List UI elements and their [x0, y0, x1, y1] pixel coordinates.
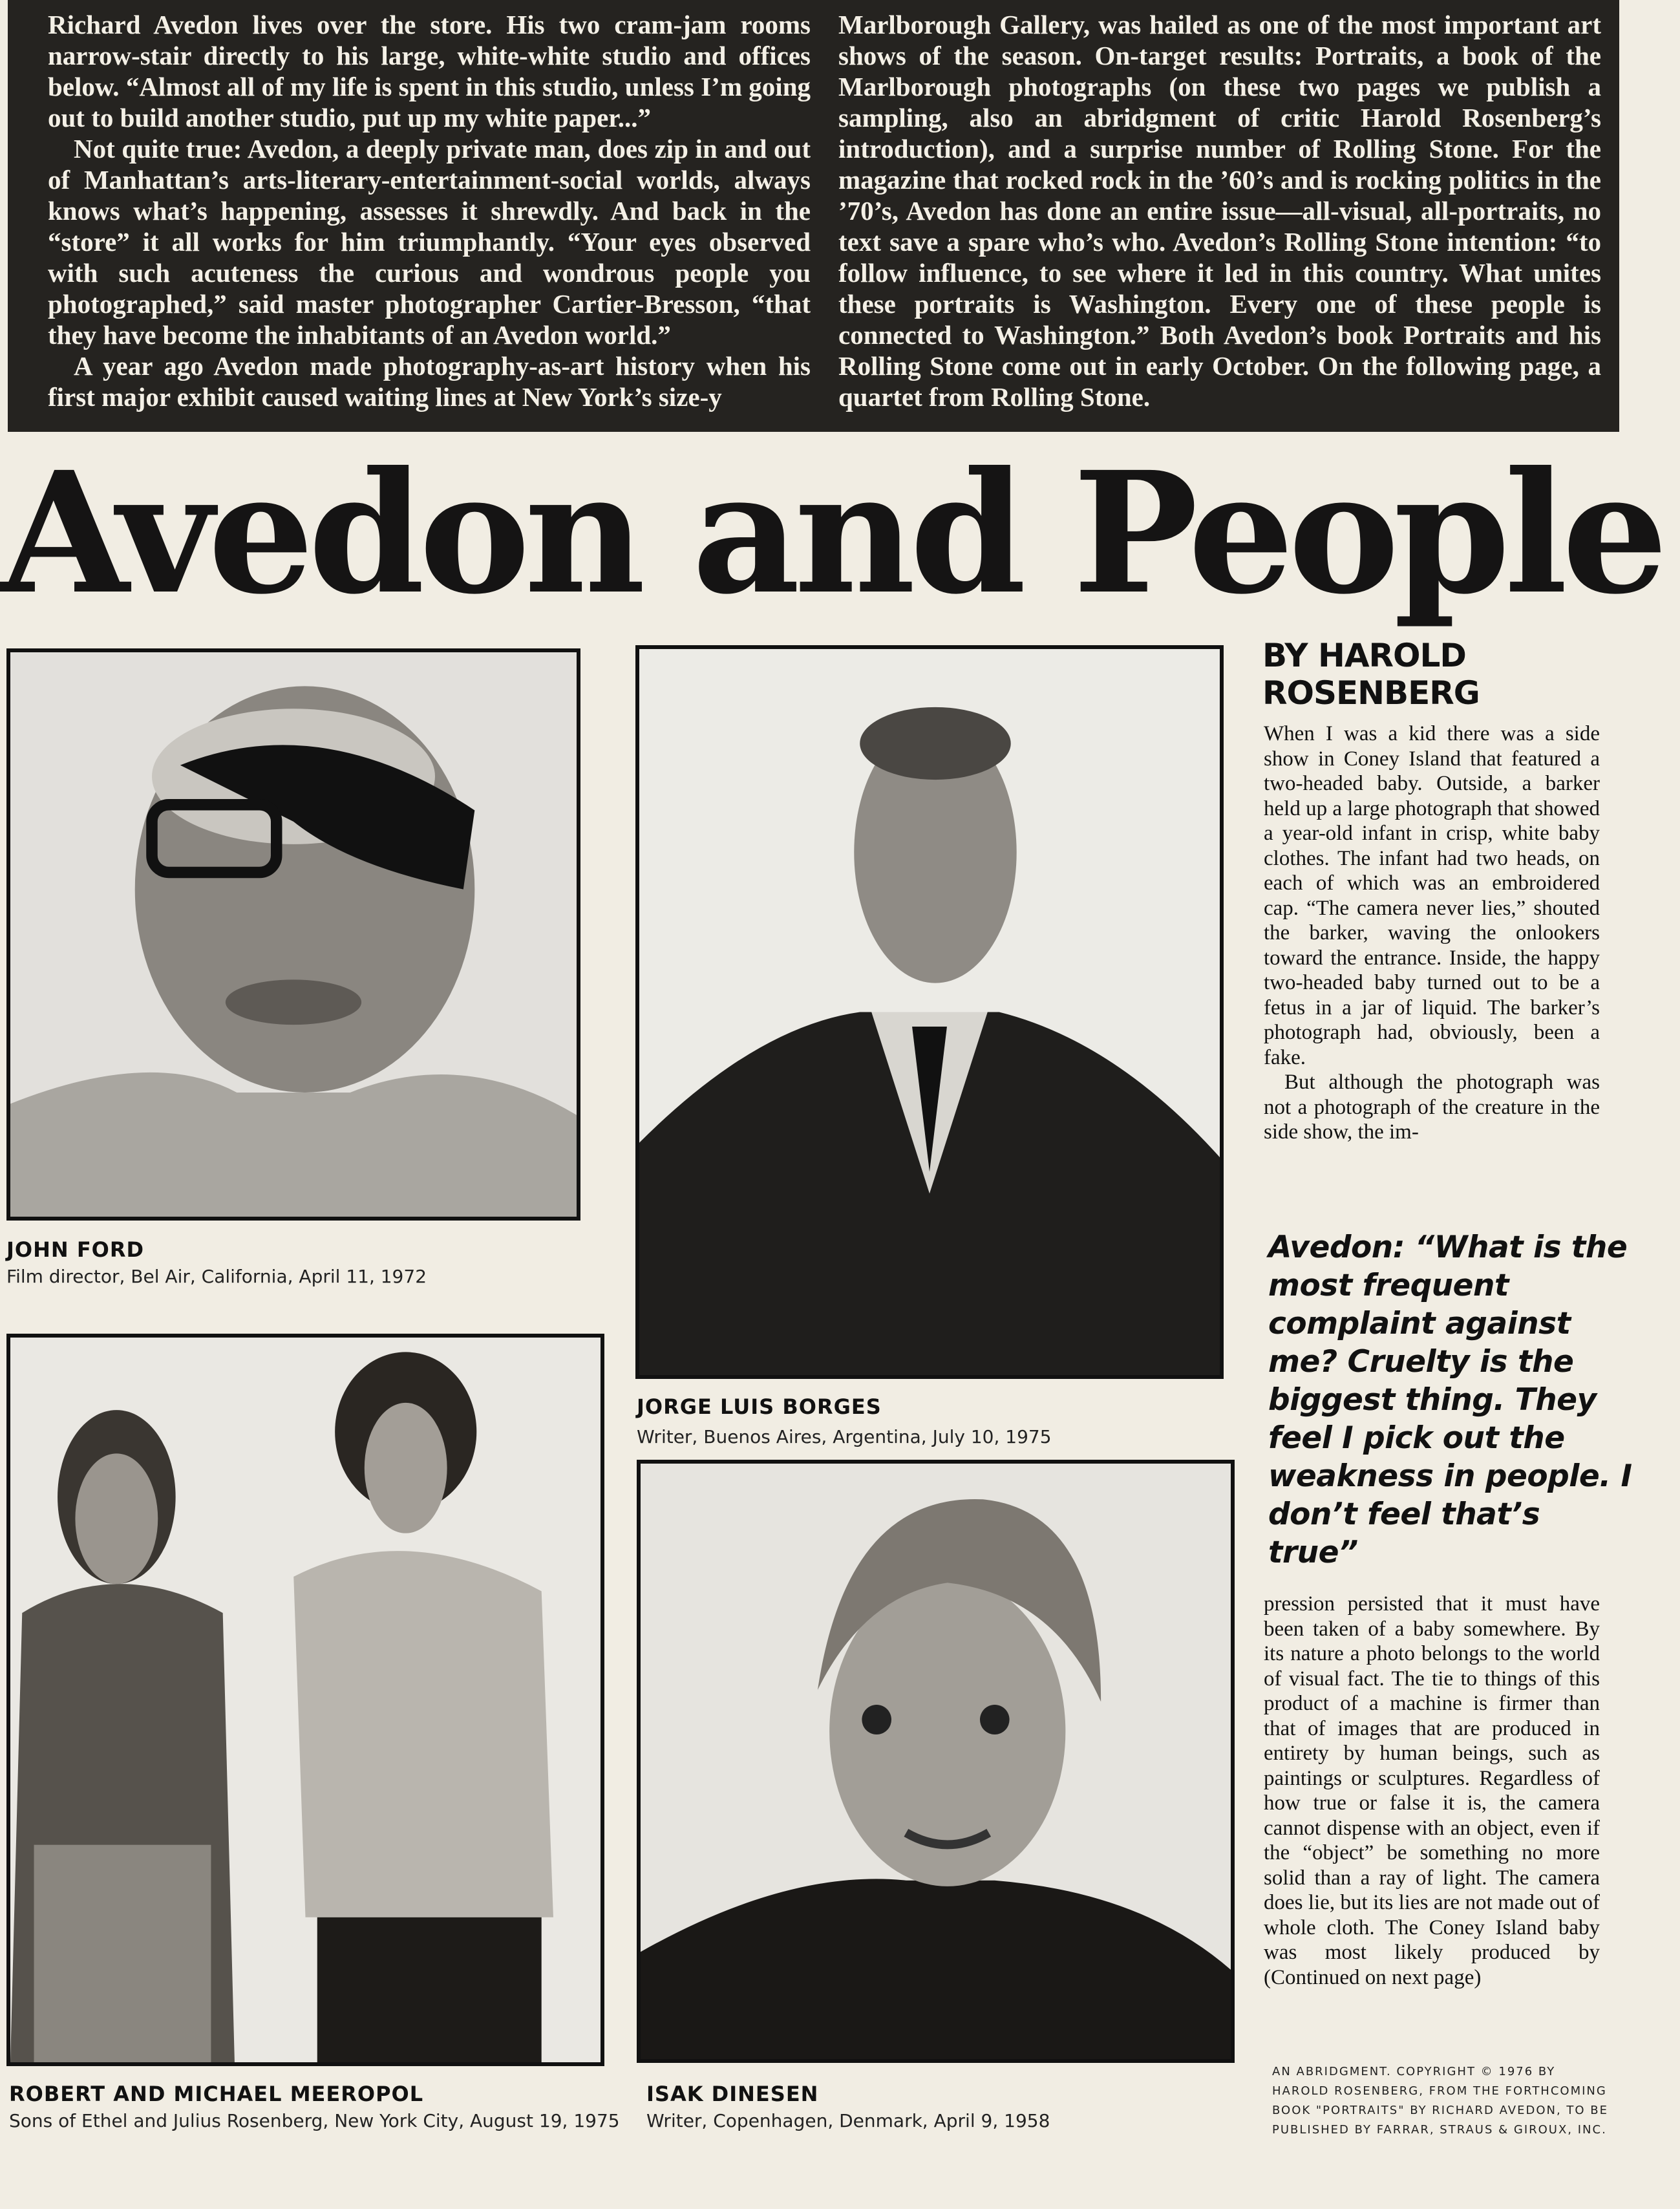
caption-name: ROBERT AND MICHAEL MEEROPOL	[9, 2082, 424, 2106]
caption-description: Writer, Buenos Aires, Argentina, July 10, 1975	[637, 1426, 1052, 1447]
article-paragraph: When I was a kid there was a side show in Coney Island that featured a two-headed baby. Outside, a barker held up a large photograph that showed a year-old infant in crisp, white baby clothes. The infant had two heads, on each of which was an embroidered cap. “The camera never lies,” shouted the barker, waving the onlookers toward the entrance. Inside, the happy two-headed baby turned out to be a fetus in a jar of liquid. The barker’s photograph had, obviously, been a fake.	[1264, 722, 1600, 1069]
caption-name: JORGE LUIS BORGES	[637, 1394, 882, 1419]
photo-john-ford	[6, 648, 580, 1221]
article-paragraph: But although the photograph was not a photograph of the creature in the side show, the im-	[1264, 1071, 1600, 1144]
intro-right-column	[838, 9, 1601, 412]
article-column-bottom	[1264, 1592, 1600, 1990]
article-column-top	[1264, 721, 1600, 1145]
photo-meeropol-brothers	[6, 1334, 604, 2066]
caption-description: Writer, Copenhagen, Denmark, April 9, 1958	[646, 2110, 1050, 2131]
pull-quote: Avedon: “What is the most frequent complaint against me? Cruelty is the biggest thing. They feel I pick out the weakness in people. I don’t feel that’s true”	[1268, 1230, 1632, 1570]
caption-description: Sons of Ethel and Julius Rosenberg, New York City, August 19, 1975	[9, 2110, 620, 2131]
intro-box	[8, 0, 1619, 432]
photo-jorge-luis-borges	[635, 645, 1224, 1379]
headline: Avedon and People	[0, 440, 1663, 631]
caption-description: Film director, Bel Air, California, April 11, 1972	[6, 1266, 427, 1287]
byline: BY HAROLD ROSENBERG	[1262, 637, 1480, 712]
intro-left-column	[48, 9, 811, 412]
caption-name: JOHN FORD	[6, 1237, 145, 1262]
article-paragraph: pression persisted that it must have been taken of a baby somewhere. By its nature a photo belongs to the world of visual fact. The tie to things of this product of a machine is firmer than that of images that are produced in entirety by human beings, such as paintings or sculptures. Regardless of how true or false it is, the camera cannot dispense with an object, even if the “object” be something no more solid than a ray of light. The camera does lie, but its lies are not made out of whole cloth. The Coney Island baby was most likely produced by (Continued on next page)	[1264, 1592, 1600, 1989]
copyright-credit: AN ABRIDGMENT. COPYRIGHT © 1976 BY HAROLD ROSENBERG, FROM THE FORTHCOMING BOOK "PORTRAITS" BY RICHARD AVEDON, TO BE PUBLISHED BY FARRAR, STRAUS & GIROUX, INC.	[1272, 2065, 1609, 2137]
intro-paragraph: A year ago Avedon made photography-as-art history when his first major exhibit caused waiting lines at New York’s size-y	[48, 351, 811, 412]
intro-paragraph: Not quite true: Avedon, a deeply private man, does zip in and out of Manhattan’s arts-literary-entertainment-social worlds, always knows what’s happening, assesses it shrewdly. And back in the “store” it all works for him triumphantly. “Your eyes observed with such acuteness the curious and wondrous people you photographed,” said master photographer Cartier-Bresson, “that they have become the inhabitants of an Avedon world.”	[48, 134, 811, 350]
intro-paragraph: Richard Avedon lives over the store. His two cram-jam rooms narrow-stair directly to his large, white-white studio and offices below. “Almost all of my life is spent in this studio, unless I’m going out to build another studio, put up my white paper...”	[48, 10, 811, 133]
caption-name: ISAK DINESEN	[646, 2082, 819, 2106]
intro-paragraph: Marlborough Gallery, was hailed as one of the most important art shows of the season. On-target results: Portraits, a book of the Marlborough photographs (on these two pages we publish a sampling, also an abridgment of critic Harold Rosenberg’s introduction), and a surprise number of Rolling Stone. For the magazine that rocked rock in the ’60’s and is rocking politics in the ’70’s, Avedon has done an entire issue—all-visual, all-portraits, no text save a spare who’s who. Avedon’s Rolling Stone intention: “to follow influence, to see where it led in this country. What unites these portraits is Washington. Every one of these people is connected to Washington.” Both Avedon’s book Portraits and his Rolling Stone come out in early October. On the following page, a quartet from Rolling Stone.	[838, 10, 1601, 412]
photo-isak-dinesen	[637, 1460, 1235, 2063]
